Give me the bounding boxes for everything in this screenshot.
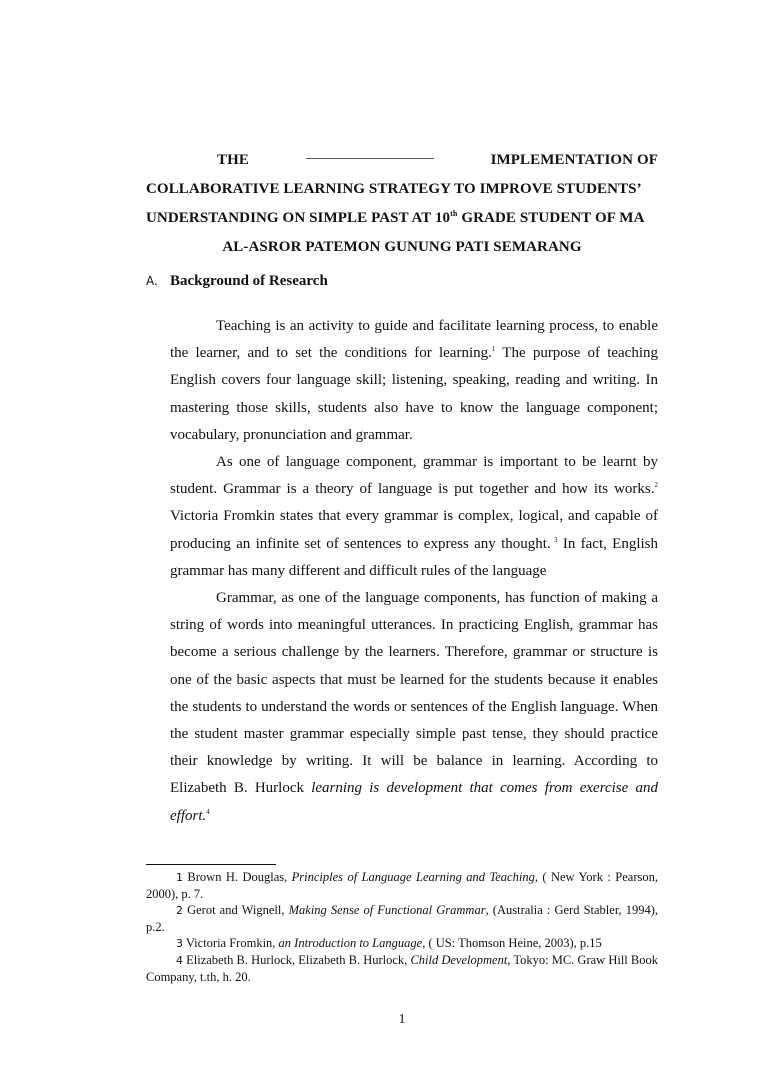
paragraph-2 [170, 449, 658, 585]
footnote-number: 2 [176, 904, 183, 917]
paragraph-1-part-b: The purpose of teaching English covers four language skill; listening, speaking, reading and writing. In mastering those skills, students also have to know the language component; vocabulary, pronunciation and grammar. [170, 345, 658, 443]
footnote-ref-3[interactable]: 3 [550, 535, 558, 544]
footnote-number: 1 [176, 871, 183, 884]
footnote-3 [146, 935, 658, 952]
footnote-ref-4[interactable]: 4 [206, 807, 210, 816]
document-title [146, 146, 658, 262]
paragraph-2-part-c: In fact, English grammar has many different and difficult rules of the language [170, 535, 659, 579]
footnote-title: an Introduction to Language [278, 936, 423, 950]
footnote-1 [146, 869, 658, 902]
footnote-text: Tokyo: MC. Graw Hill Book Company, t.th, h. 20. [146, 953, 658, 984]
paragraph-2-part-a: As one of language component, grammar is important to be learnt by student. Grammar is a theory of language is put together and how its works. [170, 454, 658, 498]
title-implementation: IMPLEMENTATION OF [490, 152, 658, 168]
paragraph-1 [170, 313, 658, 449]
title-line-2-text: COLLABORATIVE LEARNING STRATEGY TO IMPROVE STUDENTS’ [146, 181, 642, 197]
footnote-4 [146, 952, 658, 985]
footnote-text: , ( New York : Pearson, 2000), p. 7. [146, 870, 658, 901]
footnote-text: Gerot and Wignell, [183, 903, 289, 917]
paragraph-2-part-b: Victoria Fromkin states that every grammar is complex, logical, and capable of producing an infinite set of sentences to express any thought. [170, 508, 658, 552]
section-letter: A. [146, 274, 158, 288]
title-ordinal-sup: th [450, 209, 458, 218]
title-line-1 [146, 146, 658, 175]
footnote-text: , ( US: Thomson Heine, 2003), p.15 [422, 936, 602, 950]
title-line-3-text [146, 204, 645, 233]
footnotes [146, 869, 658, 985]
paragraph-1-part-a: Teaching is an activity to guide and facilitate learning process, to enable the learner, and to set the conditions for learning. [170, 318, 658, 362]
section-heading-text: Background of Research [170, 273, 328, 289]
section-heading [146, 273, 328, 290]
footnote-2 [146, 902, 658, 935]
title-line-4-text: AL-ASROR PATEMON GUNUNG PATI SEMARANG [222, 239, 582, 255]
footnote-title: Principles of Language Learning and Teaching [291, 870, 535, 884]
title-line-4 [146, 233, 658, 262]
footnote-text: Brown H. Douglas, [183, 870, 292, 884]
title-word-the: THE [217, 152, 249, 168]
paragraph-3 [170, 585, 658, 830]
title-blank-rule [306, 158, 434, 159]
title-line-3-before: UNDERSTANDING ON SIMPLE PAST AT 10 [146, 210, 451, 226]
footnote-ref-1[interactable]: 1 [491, 345, 496, 354]
footnote-text: Victoria Fromkin, [183, 936, 279, 950]
footnote-title: Making Sense of Functional Grammar [288, 903, 486, 917]
footnote-title: Child Development, [410, 953, 511, 967]
footnote-text: , (Australia : Gerd Stabler, 1994), p.2. [146, 903, 658, 934]
footnote-number: 4 [176, 954, 183, 967]
title-line-3-after: GRADE STUDENT OF MA [457, 210, 645, 226]
title-line-2 [146, 175, 658, 204]
footnote-number: 3 [176, 937, 183, 950]
footnote-ref-2[interactable]: 2 [654, 481, 658, 490]
title-line-3 [146, 204, 658, 233]
footnote-text: Elizabeth B. Hurlock, Elizabeth B. Hurlock, [183, 953, 411, 967]
footnote-separator [146, 864, 276, 865]
body-text [170, 313, 658, 830]
page-number: 1 [398, 1012, 406, 1027]
paragraph-3-italic: learning is development that comes from exercise and effort. [170, 780, 659, 824]
paragraph-3-part-a: Grammar, as one of the language components, has function of making a string of words into meaningful utterances. In practicing English, grammar has become a serious challenge by the learners. Therefore, grammar or structure is one of the basic aspects that must be learned for the students because it enables the students to understand the words or sentences of the English language. When the student master grammar especially simple past tense, they should practice their knowledge by writing. It will be balance in learning. According to Elizabeth B. Hurlock [170, 590, 658, 797]
